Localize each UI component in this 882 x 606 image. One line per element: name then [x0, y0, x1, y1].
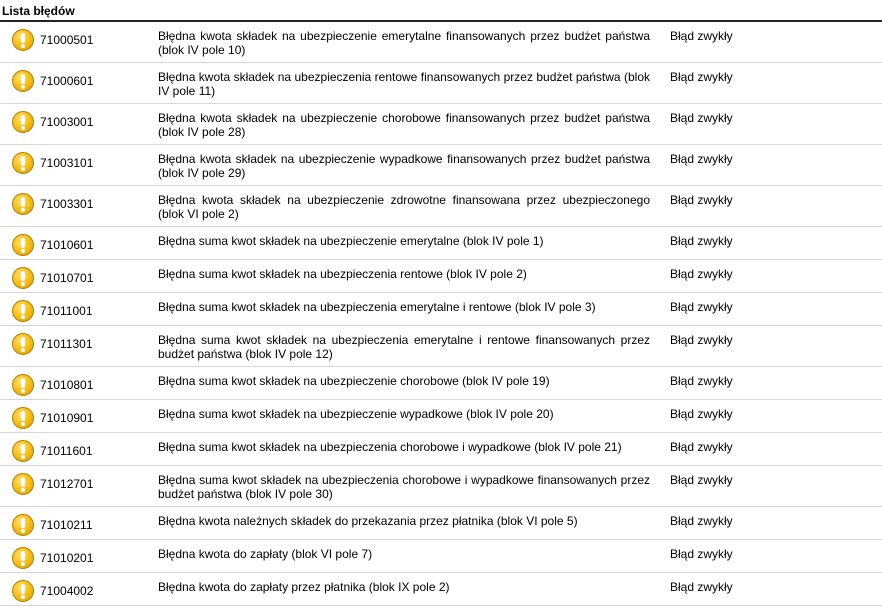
error-type: Błąd zwykły: [670, 333, 733, 347]
error-type: Błąd zwykły: [670, 407, 733, 421]
error-code: 71010201: [40, 551, 94, 565]
error-row[interactable]: [0, 367, 882, 400]
error-code: 71010801: [40, 378, 94, 392]
warning-icon: [12, 29, 34, 51]
error-type: Błąd zwykły: [670, 580, 733, 594]
error-row[interactable]: [0, 22, 882, 63]
error-type: Błąd zwykły: [670, 193, 733, 207]
warning-icon: [12, 473, 34, 495]
error-type: Błąd zwykły: [670, 473, 733, 487]
error-type: Błąd zwykły: [670, 300, 733, 314]
warning-icon: [12, 300, 34, 322]
error-type: Błąd zwykły: [670, 234, 733, 248]
error-code: 71012701: [40, 477, 94, 491]
error-row[interactable]: [0, 433, 882, 466]
error-row[interactable]: [0, 540, 882, 573]
error-description: Błędna suma kwot składek na ubezpieczenie emerytalne (blok IV pole 1): [158, 234, 544, 248]
error-description: Błędna suma kwot składek na ubezpieczenia chorobowe i wypadkowe finansowanych przez budżet państwa (blok IV pole 30): [158, 473, 650, 501]
error-code: 71010601: [40, 238, 94, 252]
error-description: Błędna suma kwot składek na ubezpieczenia emerytalne i rentowe (blok IV pole 3): [158, 300, 596, 314]
error-description: Błędna suma kwot składek na ubezpieczenia chorobowe i wypadkowe (blok IV pole 21): [158, 440, 622, 454]
error-code: 71000501: [40, 33, 94, 47]
warning-icon: [12, 333, 34, 355]
error-code: 71010701: [40, 271, 94, 285]
warning-icon: [12, 407, 34, 429]
error-row[interactable]: [0, 573, 882, 606]
error-code: 71000601: [40, 74, 94, 88]
error-code: 71011301: [40, 337, 93, 351]
error-code: 71011601: [40, 444, 93, 458]
error-code: 71011001: [40, 304, 93, 318]
error-code: 71010901: [40, 411, 94, 425]
error-list: [0, 22, 882, 606]
error-description: Błędna kwota składek na ubezpieczenia rentowe finansowanych przez budżet państwa (blok IV pole 11): [158, 70, 650, 98]
warning-icon: [12, 193, 34, 215]
error-description: Błędna kwota składek na ubezpieczenie wypadkowe finansowanych przez budżet państwa (blok IV pole 29): [158, 152, 650, 180]
error-type: Błąd zwykły: [670, 111, 733, 125]
warning-icon: [12, 70, 34, 92]
error-row[interactable]: [0, 227, 882, 260]
error-description: Błędna kwota do zapłaty (blok VI pole 7): [158, 547, 373, 561]
error-code: 71003301: [40, 197, 94, 211]
error-row[interactable]: [0, 63, 882, 104]
warning-icon: [12, 267, 34, 289]
warning-icon: [12, 440, 34, 462]
error-row[interactable]: [0, 507, 882, 540]
error-type: Błąd zwykły: [670, 514, 733, 528]
error-code: 71003101: [40, 156, 94, 170]
warning-icon: [12, 374, 34, 396]
warning-icon: [12, 514, 34, 536]
error-row[interactable]: [0, 293, 882, 326]
warning-icon: [12, 152, 34, 174]
panel-title: Lista błędów: [0, 0, 882, 22]
error-type: Błąd zwykły: [670, 374, 733, 388]
error-description: Błędna kwota należnych składek do przekazania przez płatnika (blok VI pole 5): [158, 514, 578, 528]
error-row[interactable]: [0, 400, 882, 433]
error-description: Błędna suma kwot składek na ubezpieczenia emerytalne i rentowe finansowanych przez budżet państwa (blok IV pole 12): [158, 333, 650, 361]
error-description: Błędna suma kwot składek na ubezpieczenie chorobowe (blok IV pole 19): [158, 374, 550, 388]
error-type: Błąd zwykły: [670, 440, 733, 454]
error-type: Błąd zwykły: [670, 547, 733, 561]
error-type: Błąd zwykły: [670, 70, 733, 84]
error-code: 71010211: [40, 518, 93, 532]
error-row[interactable]: [0, 104, 882, 145]
error-code: 71004002: [40, 584, 94, 598]
error-row[interactable]: [0, 326, 882, 367]
error-type: Błąd zwykły: [670, 267, 733, 281]
error-row[interactable]: [0, 466, 882, 507]
error-type: Błąd zwykły: [670, 29, 733, 43]
error-type: Błąd zwykły: [670, 152, 733, 166]
error-description: Błędna kwota składek na ubezpieczenie zdrowotne finansowana przez ubezpieczonego (blok VI pole 2): [158, 193, 650, 221]
error-row[interactable]: [0, 145, 882, 186]
warning-icon: [12, 111, 34, 133]
warning-icon: [12, 580, 34, 602]
error-description: Błędna kwota składek na ubezpieczenie chorobowe finansowanych przez budżet państwa (blok IV pole 28): [158, 111, 650, 139]
error-row[interactable]: [0, 186, 882, 227]
warning-icon: [12, 234, 34, 256]
error-description: Błędna kwota składek na ubezpieczenie emerytalne finansowanych przez budżet państwa (blok IV pole 10): [158, 29, 650, 57]
error-description: Błędna kwota do zapłaty przez płatnika (blok IX pole 2): [158, 580, 450, 594]
error-description: Błędna suma kwot składek na ubezpieczenia rentowe (blok IV pole 2): [158, 267, 527, 281]
error-description: Błędna suma kwot składek na ubezpieczenie wypadkowe (blok IV pole 20): [158, 407, 554, 421]
warning-icon: [12, 547, 34, 569]
error-code: 71003001: [40, 115, 94, 129]
error-row[interactable]: [0, 260, 882, 293]
